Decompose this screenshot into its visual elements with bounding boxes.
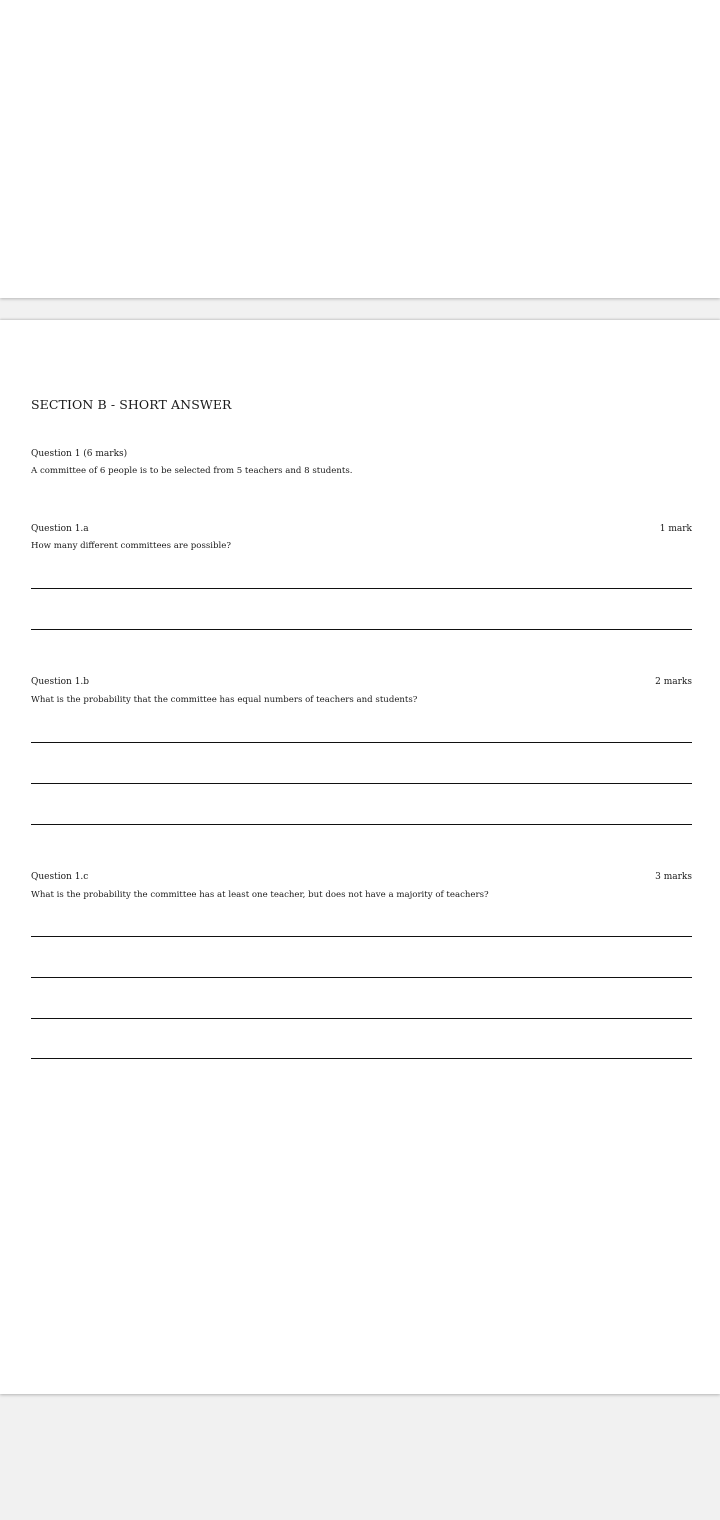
answer-line[interactable] — [31, 1018, 692, 1019]
question-1c-text: What is the probability the committee has at least one teacher, but does not have a majority of teachers? — [31, 890, 489, 900]
section-title: SECTION B - SHORT ANSWER — [31, 397, 232, 412]
question-1b-text: What is the probability that the committee has equal numbers of teachers and students? — [31, 695, 418, 705]
answer-line[interactable] — [31, 1058, 692, 1059]
answer-line[interactable] — [31, 977, 692, 978]
answer-line[interactable] — [31, 742, 692, 743]
answer-line[interactable] — [31, 629, 692, 630]
question-1-stem: A committee of 6 people is to be selected from 5 teachers and 8 students. — [31, 466, 353, 476]
answer-line[interactable] — [31, 936, 692, 937]
question-1b-marks: 2 marks — [655, 677, 692, 687]
question-1b-label: Question 1.b — [31, 677, 90, 687]
question-1a-label: Question 1.a — [31, 524, 89, 534]
previous-page — [0, 0, 720, 298]
answer-line[interactable] — [31, 588, 692, 589]
question-1c-label: Question 1.c — [31, 872, 89, 882]
question-1a-marks: 1 mark — [659, 524, 692, 534]
question-1c-marks: 3 marks — [655, 872, 692, 882]
current-page — [0, 320, 720, 1394]
question-1a-text: How many different committees are possible? — [31, 541, 231, 551]
answer-line[interactable] — [31, 783, 692, 784]
answer-line[interactable] — [31, 824, 692, 825]
question-1-heading: Question 1 (6 marks) — [31, 449, 128, 459]
